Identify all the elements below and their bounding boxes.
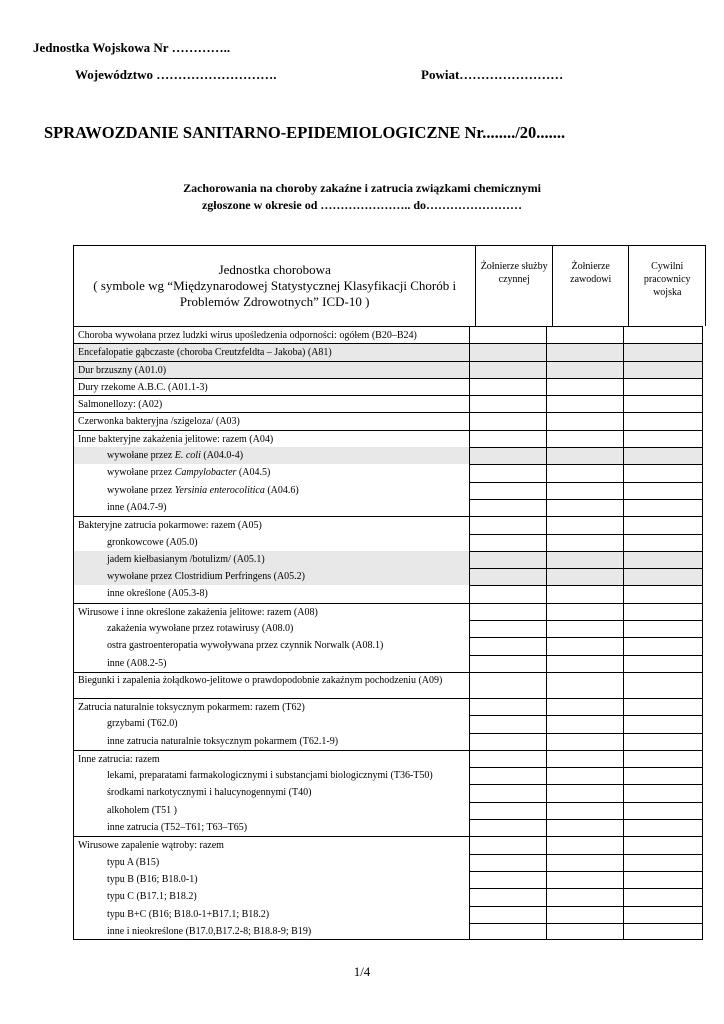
cell-civil-employees[interactable] <box>624 698 703 715</box>
table-row <box>73 672 706 698</box>
cell-professional-soldiers[interactable] <box>547 923 624 940</box>
row-label: zakażenia wywołane przez rotawirusy (A08.0) <box>73 620 470 637</box>
table-body <box>73 326 706 940</box>
report-period: zgłoszone w okresie od ………………….. do…………………… <box>201 198 523 212</box>
table-row <box>73 551 706 568</box>
row-label: inne określone (A05.3-8) <box>73 585 470 602</box>
row-label: inne zatrucia naturalnie toksycznym pokarmem (T62.1-9) <box>73 733 470 750</box>
cell-professional-soldiers[interactable] <box>547 906 624 923</box>
table-row <box>73 888 706 905</box>
table-row <box>73 603 706 620</box>
cell-civil-employees[interactable] <box>624 395 703 412</box>
table-row <box>73 568 706 585</box>
row-label: Bakteryjne zatrucia pokarmowe: razem (A05) <box>73 516 470 533</box>
cell-civil-employees[interactable] <box>624 378 703 395</box>
cell-active-soldiers[interactable] <box>470 499 547 516</box>
cell-professional-soldiers[interactable] <box>547 482 624 499</box>
cell-civil-employees[interactable] <box>624 343 703 360</box>
header-disease-note: ( symbole wg “Międzynarodowej Statystycznej Klasyfikacji Chorób i Problemów Zdrowotnych” ICD-10 ) <box>93 278 457 309</box>
table-row <box>73 698 706 715</box>
cell-active-soldiers[interactable] <box>470 750 547 767</box>
row-label: Wirusowe i inne określone zakażenia jelitowe: razem (A08) <box>73 603 470 620</box>
row-label: typu B+C (B16; B18.0-1+B17.1; B18.2) <box>73 906 470 923</box>
cell-civil-employees[interactable] <box>624 534 703 551</box>
cell-active-soldiers[interactable] <box>470 551 547 568</box>
cell-professional-soldiers[interactable] <box>547 395 624 412</box>
cell-civil-employees[interactable] <box>624 715 703 732</box>
cell-active-soldiers[interactable] <box>470 620 547 637</box>
cell-professional-soldiers[interactable] <box>547 516 624 533</box>
cell-active-soldiers[interactable] <box>470 464 547 481</box>
table-row <box>73 784 706 801</box>
voivodeship-field: Województwo ………………………. <box>75 67 277 82</box>
table-row <box>73 343 706 360</box>
header-professional-soldiers: Żołnierze zawodowi <box>553 246 630 326</box>
cell-civil-employees[interactable] <box>624 733 703 750</box>
cell-active-soldiers[interactable] <box>470 447 547 464</box>
cell-civil-employees[interactable] <box>624 802 703 819</box>
header-disease-unit <box>74 246 476 326</box>
report-title: SPRAWOZDANIE SANITARNO-EPIDEMIOLOGICZNE Nr......../20....... <box>44 123 566 142</box>
cell-professional-soldiers[interactable] <box>547 620 624 637</box>
report-subtitle: Zachorowania na choroby zakaźne i zatrucia związkami chemicznymi <box>183 181 541 195</box>
cell-professional-soldiers[interactable] <box>547 568 624 585</box>
cell-civil-employees[interactable] <box>624 750 703 767</box>
cell-civil-employees[interactable] <box>624 412 703 429</box>
cell-active-soldiers[interactable] <box>470 715 547 732</box>
row-label-text: wywołane przez <box>107 450 175 462</box>
table-row <box>73 733 706 750</box>
table-row <box>73 854 706 871</box>
row-label: grzybami (T62.0) <box>73 715 470 732</box>
table-row <box>73 871 706 888</box>
row-label: Dury rzekome A.B.C. (A01.1-3) <box>73 378 470 395</box>
cell-civil-employees[interactable] <box>624 430 703 447</box>
row-label: lekami, preparatami farmakologicznymi i substancjami biologicznymi (T36-T50) <box>73 767 470 784</box>
cell-professional-soldiers[interactable] <box>547 585 624 602</box>
cell-civil-employees[interactable] <box>624 836 703 853</box>
table-row <box>73 534 706 551</box>
cell-civil-employees[interactable] <box>624 854 703 871</box>
table-row <box>73 361 706 378</box>
row-label: jadem kiełbasianym /botulizm/ (A05.1) <box>73 551 470 568</box>
cell-active-soldiers[interactable] <box>470 906 547 923</box>
table-row <box>73 447 706 464</box>
row-label-text: wywołane przez <box>107 467 175 479</box>
cell-civil-employees[interactable] <box>624 906 703 923</box>
cell-civil-employees[interactable] <box>624 551 703 568</box>
cell-civil-employees[interactable] <box>624 620 703 637</box>
cell-civil-employees[interactable] <box>624 361 703 378</box>
cell-professional-soldiers[interactable] <box>547 750 624 767</box>
table-row <box>73 836 706 853</box>
row-label-text: (A04.5) <box>236 467 271 479</box>
cell-active-soldiers[interactable] <box>470 733 547 750</box>
table-row <box>73 378 706 395</box>
cell-active-soldiers[interactable] <box>470 516 547 533</box>
row-label: wywołane przez Clostridium Perfringens (A05.2) <box>73 568 470 585</box>
row-label-text: wywołane przez <box>107 484 175 496</box>
cell-active-soldiers[interactable] <box>470 378 547 395</box>
cell-active-soldiers[interactable] <box>470 836 547 853</box>
cell-active-soldiers[interactable] <box>470 802 547 819</box>
table-row <box>73 802 706 819</box>
row-label: inne zatrucia (T52–T61; T63–T65) <box>73 819 470 836</box>
row-label: Encefalopatie gąbczaste (choroba Creutzfeldta – Jakoba) (A81) <box>73 343 470 360</box>
cell-professional-soldiers[interactable] <box>547 819 624 836</box>
row-label: Czerwonka bakteryjna /szigeloza/ (A03) <box>73 412 470 429</box>
table-row <box>73 715 706 732</box>
row-label: Choroba wywołana przez ludzki wirus upośledzenia odporności: ogółem (B20–B24) <box>73 326 470 343</box>
cell-civil-employees[interactable] <box>624 871 703 888</box>
table-row <box>73 585 706 602</box>
row-label: Salmonellozy: (A02) <box>73 395 470 412</box>
cell-civil-employees[interactable] <box>624 819 703 836</box>
row-label <box>73 482 470 499</box>
cell-civil-employees[interactable] <box>624 603 703 620</box>
table-row <box>73 750 706 767</box>
cell-civil-employees[interactable] <box>624 482 703 499</box>
table-row <box>73 906 706 923</box>
row-label: typu A (B15) <box>73 854 470 871</box>
table-row <box>73 326 706 343</box>
cell-civil-employees[interactable] <box>624 585 703 602</box>
row-label: ostra gastroenteropatia wywoływana przez czynnik Norwalk (A08.1) <box>73 637 470 654</box>
table-row <box>73 516 706 533</box>
row-label-text: (A04.6) <box>264 484 299 496</box>
table-row <box>73 923 706 940</box>
cell-professional-soldiers[interactable] <box>547 836 624 853</box>
table-row <box>73 637 706 654</box>
row-label-text: (A04.0-4) <box>200 450 244 462</box>
cell-active-soldiers[interactable] <box>470 343 547 360</box>
table-row <box>73 819 706 836</box>
cell-professional-soldiers[interactable] <box>547 784 624 801</box>
table-row <box>73 395 706 412</box>
row-label: Dur brzuszny (A01.0) <box>73 361 470 378</box>
table-header <box>73 245 706 326</box>
cell-professional-soldiers[interactable] <box>547 672 624 698</box>
cell-civil-employees[interactable] <box>624 637 703 654</box>
cell-active-soldiers[interactable] <box>470 854 547 871</box>
cell-professional-soldiers[interactable] <box>547 343 624 360</box>
cell-active-soldiers[interactable] <box>470 784 547 801</box>
row-label: inne i nieokreślone (B17.0,B17.2-8; B18.8-9; B19) <box>73 923 470 940</box>
row-label: gronkowcowe (A05.0) <box>73 534 470 551</box>
row-label: alkoholem (T51 ) <box>73 802 470 819</box>
table-row <box>73 482 706 499</box>
cell-professional-soldiers[interactable] <box>547 326 624 343</box>
table-row <box>73 767 706 784</box>
cell-professional-soldiers[interactable] <box>547 733 624 750</box>
cell-civil-employees[interactable] <box>624 499 703 516</box>
cell-civil-employees[interactable] <box>624 655 703 672</box>
cell-active-soldiers[interactable] <box>470 361 547 378</box>
table-row <box>73 499 706 516</box>
cell-active-soldiers[interactable] <box>470 637 547 654</box>
cell-professional-soldiers[interactable] <box>547 871 624 888</box>
cell-active-soldiers[interactable] <box>470 672 547 698</box>
cell-professional-soldiers[interactable] <box>547 412 624 429</box>
cell-active-soldiers[interactable] <box>470 430 547 447</box>
cell-professional-soldiers[interactable] <box>547 430 624 447</box>
table-row <box>73 655 706 672</box>
row-label-italic: E. coli <box>174 450 201 462</box>
cell-civil-employees[interactable] <box>624 447 703 464</box>
row-label: Wirusowe zapalenie wątroby: razem <box>73 836 470 853</box>
page-number: 1/4 <box>353 964 371 979</box>
cell-professional-soldiers[interactable] <box>547 603 624 620</box>
cell-civil-employees[interactable] <box>624 672 703 698</box>
cell-civil-employees[interactable] <box>624 888 703 905</box>
cell-professional-soldiers[interactable] <box>547 655 624 672</box>
cell-active-soldiers[interactable] <box>470 482 547 499</box>
cell-active-soldiers[interactable] <box>470 655 547 672</box>
cell-professional-soldiers[interactable] <box>547 464 624 481</box>
table-row <box>73 412 706 429</box>
cell-civil-employees[interactable] <box>624 784 703 801</box>
cell-professional-soldiers[interactable] <box>547 767 624 784</box>
cell-professional-soldiers[interactable] <box>547 534 624 551</box>
row-label: inne (A08.2-5) <box>73 655 470 672</box>
cell-professional-soldiers[interactable] <box>547 637 624 654</box>
table-row <box>73 464 706 481</box>
cell-civil-employees[interactable] <box>624 326 703 343</box>
cell-active-soldiers[interactable] <box>470 923 547 940</box>
cell-professional-soldiers[interactable] <box>547 447 624 464</box>
header-disease-title: Jednostka chorobowa <box>218 262 331 277</box>
cell-professional-soldiers[interactable] <box>547 802 624 819</box>
cell-professional-soldiers[interactable] <box>547 698 624 715</box>
row-label: środkami narkotycznymi i halucynogennymi (T40) <box>73 784 470 801</box>
row-label: Inne zatrucia: razem <box>73 750 470 767</box>
cell-active-soldiers[interactable] <box>470 395 547 412</box>
cell-civil-employees[interactable] <box>624 923 703 940</box>
cell-civil-employees[interactable] <box>624 767 703 784</box>
cell-active-soldiers[interactable] <box>470 698 547 715</box>
cell-professional-soldiers[interactable] <box>547 888 624 905</box>
cell-active-soldiers[interactable] <box>470 603 547 620</box>
cell-civil-employees[interactable] <box>624 464 703 481</box>
cell-professional-soldiers[interactable] <box>547 715 624 732</box>
table-row <box>73 430 706 447</box>
cell-civil-employees[interactable] <box>624 516 703 533</box>
disease-table <box>73 245 706 940</box>
row-label <box>73 464 470 481</box>
row-label: inne (A04.7-9) <box>73 499 470 516</box>
cell-active-soldiers[interactable] <box>470 412 547 429</box>
row-label-italic: Campylobacter <box>174 467 237 479</box>
cell-active-soldiers[interactable] <box>470 888 547 905</box>
row-label: Zatrucia naturalnie toksycznym pokarmem: razem (T62) <box>73 698 470 715</box>
cell-professional-soldiers[interactable] <box>547 378 624 395</box>
cell-active-soldiers[interactable] <box>470 568 547 585</box>
cell-professional-soldiers[interactable] <box>547 361 624 378</box>
header-active-soldiers: Żołnierze służby czynnej <box>476 246 553 326</box>
county-field: Powiat…………………… <box>421 67 564 82</box>
row-label: Inne bakteryjne zakażenia jelitowe: razem (A04) <box>73 430 470 447</box>
cell-active-soldiers[interactable] <box>470 326 547 343</box>
cell-active-soldiers[interactable] <box>470 585 547 602</box>
row-label-italic: Yersinia enterocolitica <box>174 484 265 496</box>
row-label: typu B (B16; B18.0-1) <box>73 871 470 888</box>
row-label: Biegunki i zapalenia żołądkowo-jelitowe o prawdopodobnie zakaźnym pochodzeniu (A09) <box>73 672 470 698</box>
row-label: typu C (B17.1; B18.2) <box>73 888 470 905</box>
cell-active-soldiers[interactable] <box>470 767 547 784</box>
cell-active-soldiers[interactable] <box>470 534 547 551</box>
cell-professional-soldiers[interactable] <box>547 854 624 871</box>
cell-active-soldiers[interactable] <box>470 819 547 836</box>
cell-civil-employees[interactable] <box>624 568 703 585</box>
cell-professional-soldiers[interactable] <box>547 551 624 568</box>
header-civil-employees: Cywilni pracownicy wojska <box>643 261 691 298</box>
row-label <box>73 447 470 464</box>
table-row <box>73 620 706 637</box>
cell-active-soldiers[interactable] <box>470 871 547 888</box>
cell-professional-soldiers[interactable] <box>547 499 624 516</box>
military-unit-field: Jednostka Wojskowa Nr ………….. <box>33 40 231 55</box>
